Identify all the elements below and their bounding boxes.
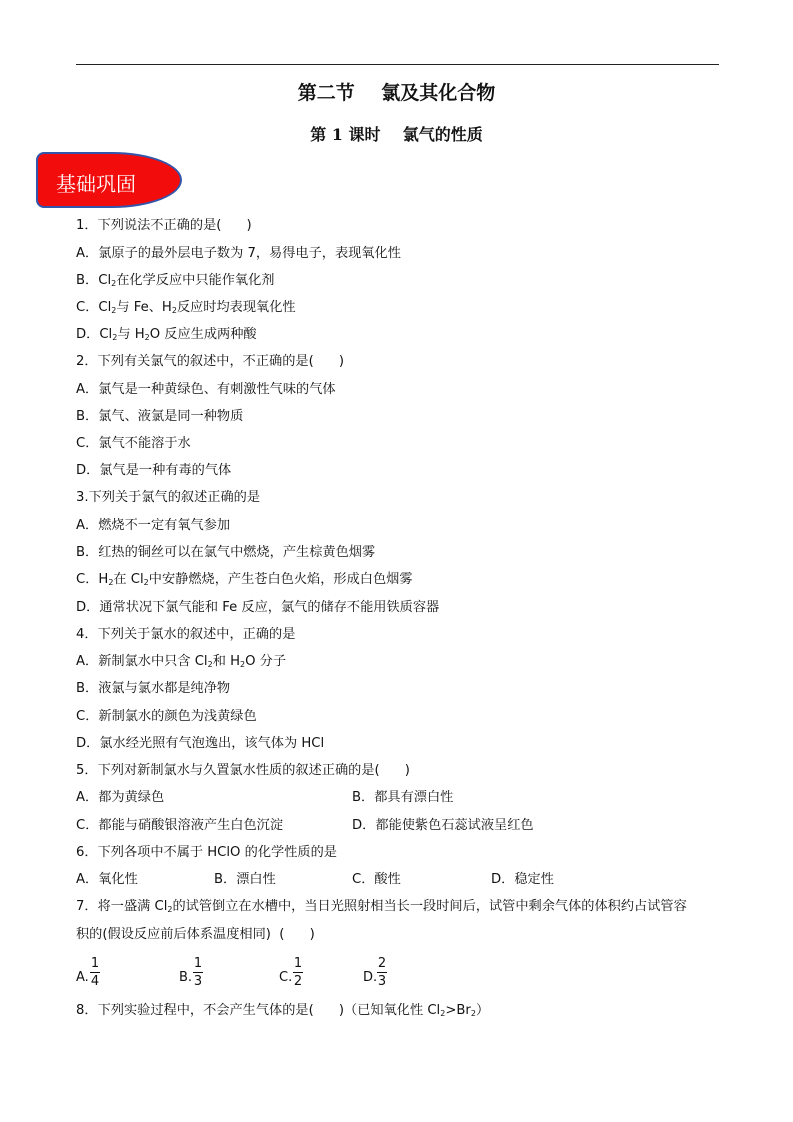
question-4-option-a: A．新制氯水中只含 $Cl_2$和 $H_2O$ 分子: [76, 654, 287, 669]
question-5-option-b: B．都具有漂白性: [352, 790, 454, 805]
header-rule: [76, 64, 719, 65]
question-2-option-c: C．氯气不能溶于水: [76, 436, 191, 451]
badge-label: 基础巩固: [56, 172, 136, 196]
question-2-stem: 2．下列有关氯气的叙述中，不正确的是( ): [76, 354, 345, 369]
question-1-option-d: D．$Cl_2$与 $H_2O$ 反应生成两种酸: [76, 327, 257, 342]
question-6-option-b: B．漂白性: [214, 872, 276, 887]
question-1-option-c: C．$Cl_2$与 Fe、$H_2$反应时均表现氧化性: [76, 300, 296, 315]
question-6-option-d: D．稳定性: [491, 872, 554, 887]
question-5-option-d: D．都能使紫色石蕊试液呈红色: [352, 818, 534, 833]
question-7-stem-line1: 7．将一盛满 $Cl_2$的试管倒立在水槽中，当日光照射相当长一段时间后，试管中剩余气体的体积约占试管容: [76, 899, 687, 914]
question-6-stem: 6．下列各项中不属于 HClO 的化学性质的是: [76, 845, 337, 860]
question-6-option-a: A．氧化性: [76, 872, 138, 887]
question-3-option-a: A．燃烧不一定有氧气参加: [76, 518, 231, 533]
question-3-option-c: C．$H_2$在 $Cl_2$中安静燃烧，产生苍白色火焰，形成白色烟雾: [76, 572, 413, 587]
question-5-option-a: A．都为黄绿色: [76, 790, 165, 805]
question-2-option-d: D．氯气是一种有毒的气体: [76, 463, 232, 478]
question-4-option-d: D．氯水经光照有气泡逸出，该气体为 HCl: [76, 736, 325, 751]
question-4-stem: 4．下列关于氯水的叙述中，正确的是: [76, 627, 296, 642]
section-title: 第二节 氯及其化合物: [297, 82, 496, 104]
question-3-stem: 3.下列关于氯气的叙述正确的是: [76, 490, 261, 505]
question-3-option-d: D．通常状况下氯气能和 Fe 反应，氯气的储存不能用铁质容器: [76, 600, 440, 615]
question-7-stem-line2: 积的(假设反应前后体系温度相同) ( ): [76, 927, 315, 942]
question-1-option-b: B．$Cl_2$在化学反应中只能作氧化剂: [76, 273, 275, 288]
question-4-option-c: C．新制氯水的颜色为浅黄绿色: [76, 709, 257, 724]
section-badge: [36, 152, 182, 208]
question-1-option-a: A．氯原子的最外层电子数为 7，易得电子，表现氧化性: [76, 246, 401, 261]
question-5-stem: 5．下列对新制氯水与久置氯水性质的叙述正确的是( ): [76, 763, 410, 778]
question-4-option-b: B．液氯与氯水都是纯净物: [76, 681, 231, 696]
question-3-option-b: B．红热的铜丝可以在氯气中燃烧，产生棕黄色烟雾: [76, 545, 376, 560]
question-2-option-b: B．氯气、液氯是同一种物质: [76, 409, 244, 424]
lesson-title: 第 1 课时 氯气的性质: [310, 125, 483, 144]
question-5-option-c: C．都能与硝酸银溶液产生白色沉淀: [76, 818, 284, 833]
question-6-option-c: C．酸性: [352, 872, 401, 887]
question-8-stem: 8．下列实验过程中，不会产生气体的是( )（已知氧化性 $Cl_2>Br_2$）: [76, 1003, 490, 1018]
question-2-option-a: A．氯气是一种黄绿色、有刺激性气味的气体: [76, 382, 336, 397]
question-1-stem: 1．下列说法不正确的是( ): [76, 218, 252, 233]
